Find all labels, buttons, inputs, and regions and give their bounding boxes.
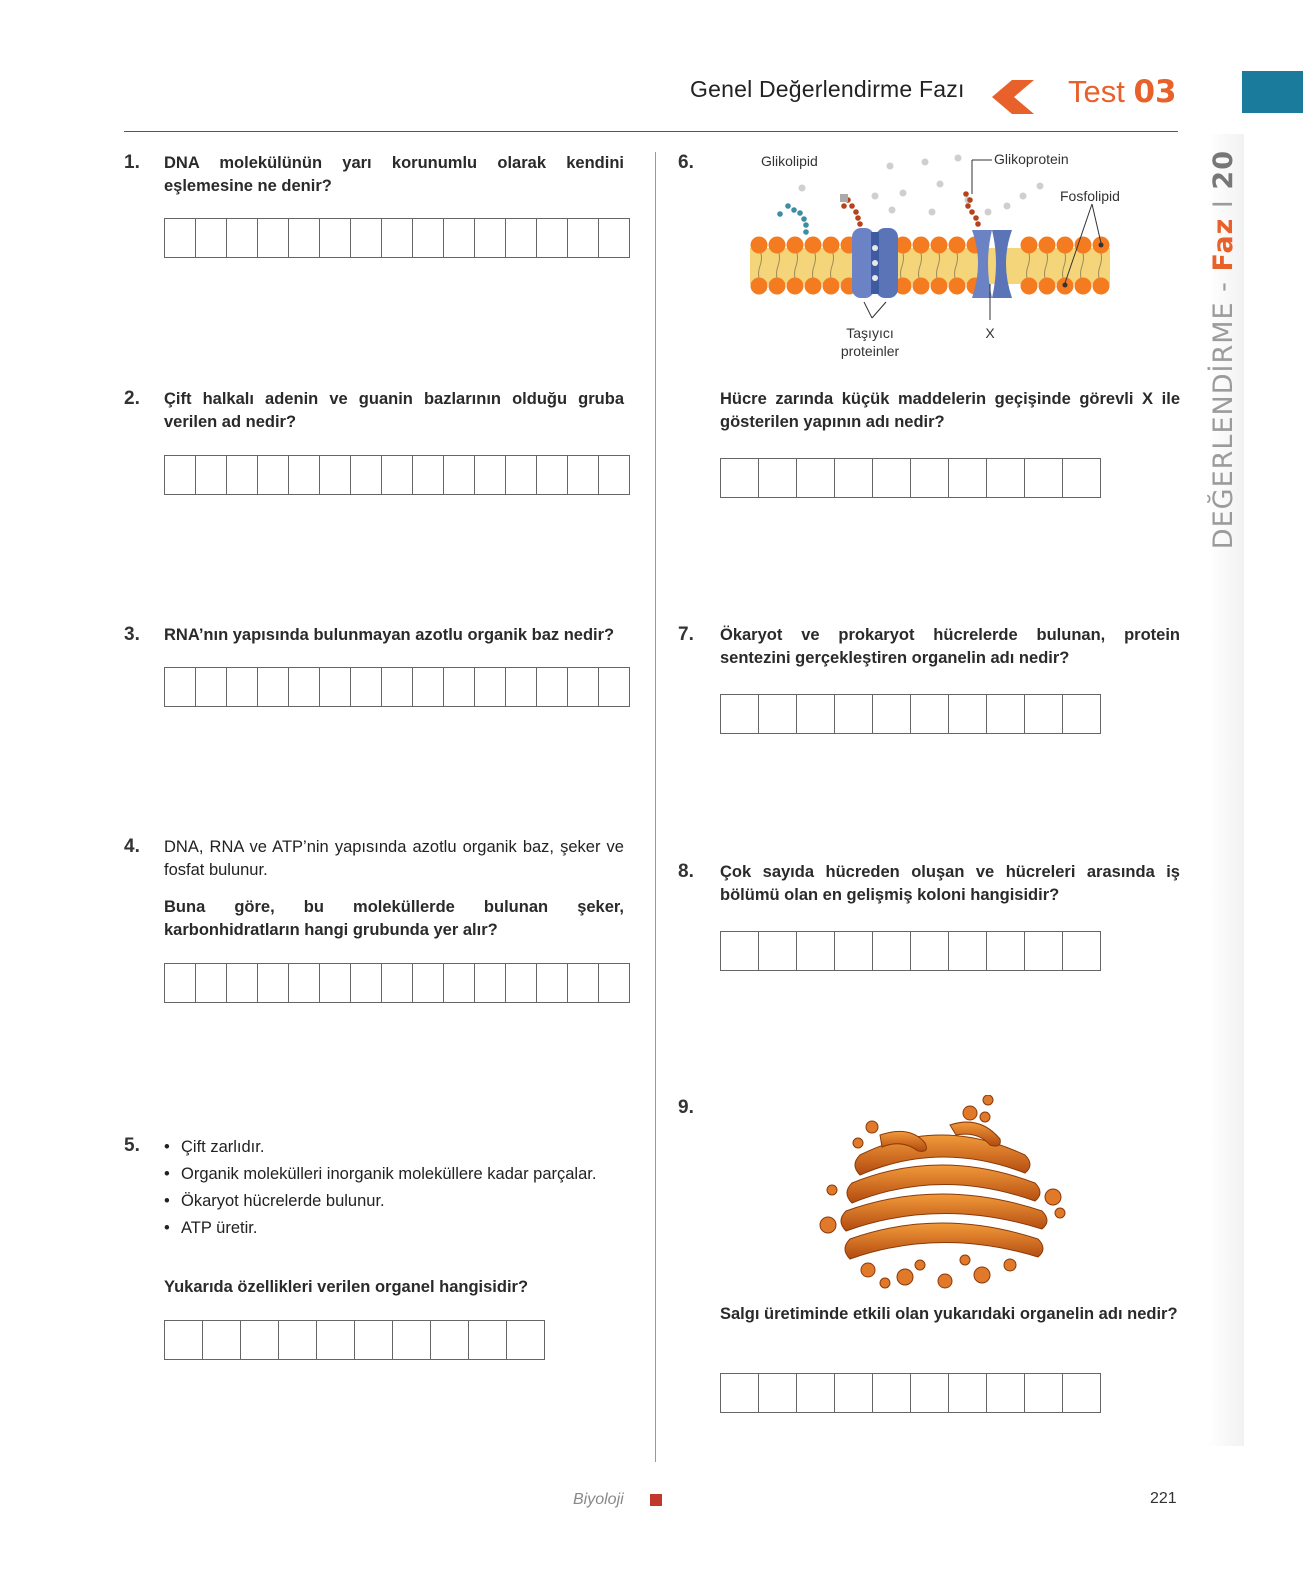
answer-cell[interactable] bbox=[1063, 932, 1101, 970]
answer-cell[interactable] bbox=[1063, 459, 1101, 497]
side-label-brand: Faz bbox=[1208, 217, 1239, 272]
question-6-number: 6. bbox=[678, 152, 694, 173]
answer-grid-8[interactable] bbox=[720, 931, 1101, 971]
answer-cell[interactable] bbox=[258, 219, 289, 257]
answer-cell[interactable] bbox=[196, 219, 227, 257]
answer-cell[interactable] bbox=[911, 932, 949, 970]
answer-cell[interactable] bbox=[258, 456, 289, 494]
answer-cell[interactable] bbox=[475, 219, 506, 257]
answer-cell[interactable] bbox=[351, 668, 382, 706]
answer-cell[interactable] bbox=[835, 459, 873, 497]
answer-cell[interactable] bbox=[506, 964, 537, 1002]
answer-cell[interactable] bbox=[382, 456, 413, 494]
answer-grid-4[interactable] bbox=[164, 963, 630, 1003]
answer-cell[interactable] bbox=[165, 219, 196, 257]
label-carrier: Taşıyıcı bbox=[846, 325, 894, 341]
answer-grid-9[interactable] bbox=[720, 1373, 1101, 1413]
answer-cell[interactable] bbox=[759, 695, 797, 733]
answer-cell[interactable] bbox=[537, 668, 568, 706]
answer-cell[interactable] bbox=[289, 219, 320, 257]
question-9-text: Salgı üretiminde etkili olan yukarıdaki organelin adı nedir? bbox=[720, 1305, 1178, 1323]
answer-cell[interactable] bbox=[320, 964, 351, 1002]
answer-cell[interactable] bbox=[289, 964, 320, 1002]
footer-subject: Biyoloji bbox=[573, 1491, 624, 1508]
answer-cell[interactable] bbox=[1025, 1374, 1063, 1412]
answer-grid-3[interactable] bbox=[164, 667, 630, 707]
answer-cell[interactable] bbox=[949, 695, 987, 733]
answer-cell[interactable] bbox=[227, 456, 258, 494]
answer-cell[interactable] bbox=[469, 1321, 507, 1359]
answer-cell[interactable] bbox=[759, 1374, 797, 1412]
side-label-number: 20 bbox=[1208, 150, 1239, 190]
answer-cell[interactable] bbox=[444, 219, 475, 257]
answer-cell[interactable] bbox=[568, 456, 599, 494]
answer-cell[interactable] bbox=[568, 668, 599, 706]
property-item: • Organik molekülleri inorganik moleküllere kadar parçalar. bbox=[164, 1163, 624, 1186]
question-1-text: DNA molekülünün yarı korunumlu olarak kendini eşlemesine ne denir? bbox=[164, 154, 624, 195]
answer-cell[interactable] bbox=[507, 1321, 545, 1359]
question-7-number: 7. bbox=[678, 624, 694, 645]
answer-cell[interactable] bbox=[165, 456, 196, 494]
label-carrier-2: proteinler bbox=[840, 343, 900, 359]
answer-cell[interactable] bbox=[537, 456, 568, 494]
answer-cell[interactable] bbox=[949, 459, 987, 497]
question-8-number: 8. bbox=[678, 861, 694, 882]
page-number: 221 bbox=[1150, 1490, 1177, 1507]
answer-cell[interactable] bbox=[475, 456, 506, 494]
answer-cell[interactable] bbox=[599, 219, 630, 257]
footer-square bbox=[650, 1494, 662, 1506]
corner-tab bbox=[1242, 71, 1303, 113]
answer-grid-7[interactable] bbox=[720, 694, 1101, 734]
answer-cell[interactable] bbox=[987, 1374, 1025, 1412]
answer-cell[interactable] bbox=[506, 219, 537, 257]
question-4-number: 4. bbox=[124, 836, 140, 857]
property-item: • Ökaryot hücrelerde bulunur. bbox=[164, 1190, 624, 1213]
answer-cell[interactable] bbox=[227, 964, 258, 1002]
property-item: • ATP üretir. bbox=[164, 1217, 624, 1240]
answer-cell[interactable] bbox=[355, 1321, 393, 1359]
question-5-properties bbox=[164, 1136, 624, 1244]
answer-cell[interactable] bbox=[721, 459, 759, 497]
phase-title: Genel Değerlendirme Fazı bbox=[690, 76, 965, 102]
answer-cell[interactable] bbox=[475, 668, 506, 706]
answer-cell[interactable] bbox=[382, 964, 413, 1002]
answer-cell[interactable] bbox=[599, 668, 630, 706]
answer-cell[interactable] bbox=[911, 1374, 949, 1412]
answer-cell[interactable] bbox=[721, 1374, 759, 1412]
answer-cell[interactable] bbox=[227, 219, 258, 257]
question-2-number: 2. bbox=[124, 388, 140, 409]
answer-cell[interactable] bbox=[258, 668, 289, 706]
label-x: X bbox=[985, 325, 995, 341]
question-4-intro: DNA, RNA ve ATP’nin yapısında azotlu organik baz, şeker ve fosfat bulunur. bbox=[164, 838, 624, 879]
answer-cell[interactable] bbox=[289, 668, 320, 706]
answer-cell[interactable] bbox=[413, 964, 444, 1002]
answer-cell[interactable] bbox=[599, 964, 630, 1002]
label-phospholipid: Fosfolipid bbox=[1060, 188, 1120, 204]
answer-cell[interactable] bbox=[1063, 1374, 1101, 1412]
answer-cell[interactable] bbox=[911, 695, 949, 733]
question-1-number: 1. bbox=[124, 152, 140, 173]
answer-cell[interactable] bbox=[987, 459, 1025, 497]
answer-cell[interactable] bbox=[413, 456, 444, 494]
question-5-text: Yukarıda özellikleri verilen organel hangisidir? bbox=[164, 1278, 529, 1296]
question-7-text: Ökaryot ve prokaryot hücrelerde bulunan, protein sentezini gerçekleştiren organelin adı nedir? bbox=[720, 626, 1180, 667]
answer-grid-6[interactable] bbox=[720, 458, 1101, 498]
test-number: 03 bbox=[1133, 74, 1177, 110]
answer-cell[interactable] bbox=[506, 668, 537, 706]
answer-cell[interactable] bbox=[797, 1374, 835, 1412]
question-8-text: Çok sayıda hücreden oluşan ve hücreleri arasında iş bölümü olan en gelişmiş koloni hangisidir? bbox=[720, 863, 1180, 904]
answer-grid-2[interactable] bbox=[164, 455, 630, 495]
sugar-square bbox=[840, 194, 848, 202]
answer-cell[interactable] bbox=[873, 459, 911, 497]
question-2-text: Çift halkalı adenin ve guanin bazlarının olduğu gruba verilen ad nedir? bbox=[164, 390, 624, 431]
answer-cell[interactable] bbox=[949, 1374, 987, 1412]
answer-cell[interactable] bbox=[797, 459, 835, 497]
answer-cell[interactable] bbox=[320, 219, 351, 257]
answer-cell[interactable] bbox=[165, 964, 196, 1002]
answer-cell[interactable] bbox=[165, 1321, 203, 1359]
side-label-separator: I bbox=[1208, 189, 1239, 218]
answer-cell[interactable] bbox=[165, 668, 196, 706]
header-rule bbox=[124, 131, 1178, 132]
answer-cell[interactable] bbox=[241, 1321, 279, 1359]
carrier-protein bbox=[852, 228, 898, 298]
answer-cell[interactable] bbox=[382, 219, 413, 257]
question-5-number: 5. bbox=[124, 1135, 140, 1156]
answer-cell[interactable] bbox=[797, 932, 835, 970]
side-label-text: DEĞERLENDİRME - bbox=[1208, 271, 1239, 550]
answer-cell[interactable] bbox=[568, 964, 599, 1002]
answer-cell[interactable] bbox=[759, 459, 797, 497]
label-glycolipid: Glikolipid bbox=[761, 153, 818, 169]
answer-cell[interactable] bbox=[413, 219, 444, 257]
answer-cell[interactable] bbox=[721, 695, 759, 733]
answer-cell[interactable] bbox=[835, 695, 873, 733]
answer-cell[interactable] bbox=[1025, 459, 1063, 497]
answer-cell[interactable] bbox=[413, 668, 444, 706]
column-divider bbox=[655, 152, 656, 1462]
answer-cell[interactable] bbox=[196, 964, 227, 1002]
answer-cell[interactable] bbox=[1025, 932, 1063, 970]
answer-cell[interactable] bbox=[444, 964, 475, 1002]
answer-cell[interactable] bbox=[351, 456, 382, 494]
answer-cell[interactable] bbox=[873, 695, 911, 733]
test-word: Test bbox=[1068, 74, 1125, 109]
answer-grid-1[interactable] bbox=[164, 218, 630, 258]
answer-cell[interactable] bbox=[1063, 695, 1101, 733]
answer-cell[interactable] bbox=[873, 932, 911, 970]
chevron-left-icon bbox=[992, 80, 1034, 114]
answer-cell[interactable] bbox=[444, 668, 475, 706]
answer-cell[interactable] bbox=[393, 1321, 431, 1359]
question-9-number: 9. bbox=[678, 1097, 694, 1118]
answer-cell[interactable] bbox=[987, 932, 1025, 970]
answer-cell[interactable] bbox=[431, 1321, 469, 1359]
label-glycoprotein: Glikoprotein bbox=[994, 151, 1069, 167]
question-6-text: Hücre zarında küçük maddelerin geçişinde görevli X ile gösterilen yapının adı nedir? bbox=[720, 390, 1180, 431]
answer-cell[interactable] bbox=[196, 668, 227, 706]
answer-cell[interactable] bbox=[382, 668, 413, 706]
answer-cell[interactable] bbox=[317, 1321, 355, 1359]
answer-cell[interactable] bbox=[911, 459, 949, 497]
question-3-text: RNA’nın yapısında bulunmayan azotlu organik baz nedir? bbox=[164, 626, 615, 644]
answer-cell[interactable] bbox=[506, 456, 537, 494]
answer-cell[interactable] bbox=[568, 219, 599, 257]
answer-cell[interactable] bbox=[196, 456, 227, 494]
test-label bbox=[1068, 74, 1177, 110]
answer-cell[interactable] bbox=[599, 456, 630, 494]
answer-cell[interactable] bbox=[351, 964, 382, 1002]
answer-cell[interactable] bbox=[320, 668, 351, 706]
answer-cell[interactable] bbox=[444, 456, 475, 494]
answer-cell[interactable] bbox=[475, 964, 506, 1002]
answer-cell[interactable] bbox=[835, 1374, 873, 1412]
answer-cell[interactable] bbox=[797, 695, 835, 733]
answer-cell[interactable] bbox=[289, 456, 320, 494]
answer-cell[interactable] bbox=[203, 1321, 241, 1359]
side-label bbox=[1208, 150, 1244, 550]
answer-cell[interactable] bbox=[258, 964, 289, 1002]
answer-cell[interactable] bbox=[227, 668, 258, 706]
answer-cell[interactable] bbox=[987, 695, 1025, 733]
glycoprotein-chains bbox=[841, 191, 981, 227]
question-3-number: 3. bbox=[124, 624, 140, 645]
answer-cell[interactable] bbox=[721, 932, 759, 970]
answer-cell[interactable] bbox=[279, 1321, 317, 1359]
answer-cell[interactable] bbox=[537, 219, 568, 257]
answer-cell[interactable] bbox=[949, 932, 987, 970]
answer-cell[interactable] bbox=[351, 219, 382, 257]
golgi-apparatus-image bbox=[810, 1095, 1080, 1295]
answer-cell[interactable] bbox=[835, 932, 873, 970]
answer-cell[interactable] bbox=[537, 964, 568, 1002]
answer-cell[interactable] bbox=[759, 932, 797, 970]
answer-grid-5[interactable] bbox=[164, 1320, 545, 1360]
answer-cell[interactable] bbox=[320, 456, 351, 494]
answer-cell[interactable] bbox=[1025, 695, 1063, 733]
glycolipid-chain bbox=[777, 203, 809, 235]
question-4-text: Buna göre, bu moleküllerde bulunan şeker, karbonhidratların hangi grubunda yer alır? bbox=[164, 898, 624, 939]
answer-cell[interactable] bbox=[873, 1374, 911, 1412]
cell-membrane-diagram bbox=[740, 148, 1140, 368]
property-item: • Çift zarlıdır. bbox=[164, 1136, 624, 1159]
